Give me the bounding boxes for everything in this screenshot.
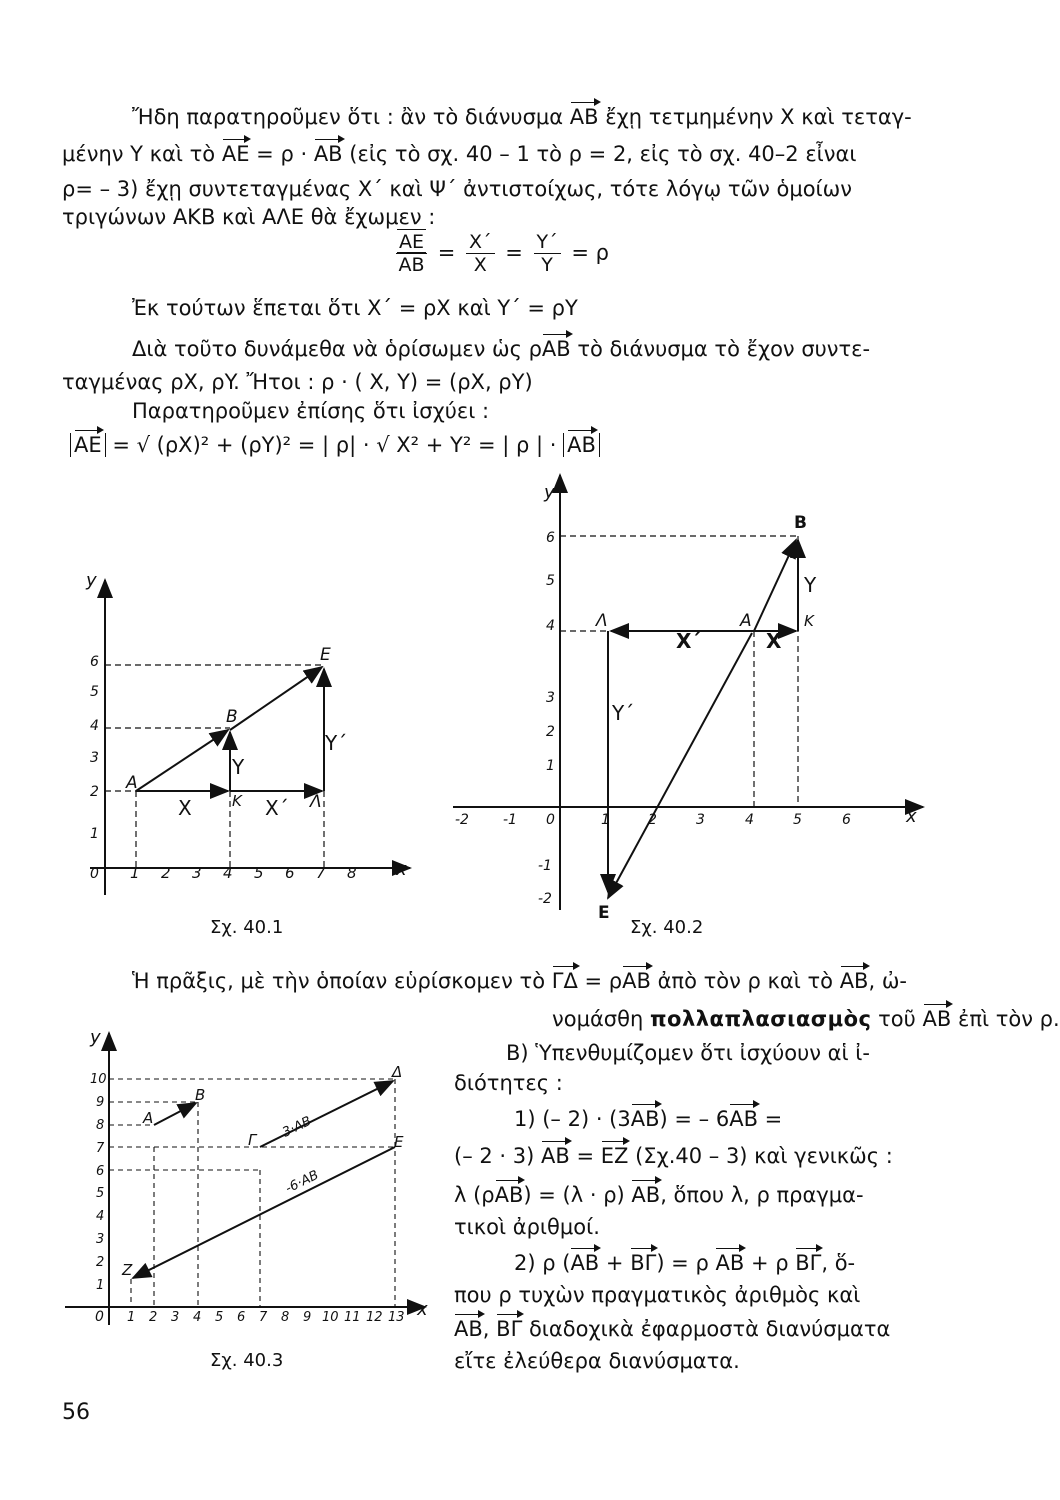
x-tick: 13	[388, 1310, 405, 1325]
vector-ab: AB	[541, 1144, 570, 1168]
x-tick: 9	[303, 1310, 312, 1325]
fig2-caption: Σχ. 40.2	[630, 917, 704, 938]
y-ticks	[538, 530, 555, 907]
vector-ab-arrow	[136, 730, 228, 791]
y-axis-label: y	[90, 1027, 101, 1048]
vector-ae: AE	[74, 433, 102, 457]
norm-ae	[70, 433, 106, 457]
x-tick: 7	[259, 1310, 268, 1325]
point-b-label: B	[794, 513, 807, 533]
vector-ab-arrow	[154, 1103, 196, 1125]
x-tick: -1	[503, 812, 517, 828]
vector-ab: AB	[631, 1183, 661, 1207]
yp-label: Y΄	[325, 731, 348, 755]
vector-gd: ΓΔ	[551, 969, 578, 993]
y-tick: -2	[538, 891, 552, 907]
origin-label: 0	[95, 1309, 104, 1325]
para2-line3: ταγμένας ρX, ρY. Ἤτοι : ρ · ( X, Y) = (ρX, ρY)	[62, 370, 533, 394]
prop2-line2: που ρ τυχὼν πραγματικὸς ἀριθμὸς καὶ	[454, 1283, 861, 1307]
x-tick: 8	[281, 1310, 290, 1325]
para1-line3: ρ= – 3) ἔχῃ συντεταγμένας X΄ καὶ Ψ΄ ἀντιστοίχως, τότε λόγῳ τῶν ὁμοίων	[62, 177, 852, 201]
x-tick: 2	[149, 1310, 158, 1325]
text: λ (ρ	[454, 1183, 495, 1207]
vector-ez: EZ	[600, 1144, 629, 1168]
x-tick: 4	[223, 864, 233, 882]
text: ,	[482, 1317, 490, 1341]
numerator: Y΄	[534, 231, 561, 254]
vector-ab: AB	[569, 105, 599, 129]
bold-term: πολλαπλασιασμὸς	[649, 1007, 872, 1031]
point-g-label: Γ	[248, 1131, 257, 1149]
text: (εἰς τὸ σχ. 40 – 1 τὸ ρ = 2, εἰς τὸ σχ. 40–2 εἶναι	[349, 142, 857, 166]
point-e-label: E	[598, 903, 610, 923]
norm-equation	[70, 432, 600, 458]
norm-ab	[563, 433, 600, 457]
y-tick: -1	[538, 858, 552, 874]
x-tick: 4	[745, 812, 754, 828]
vector-ab: AB	[922, 1007, 952, 1031]
y-tick: 3	[90, 750, 99, 766]
text: τοῦ	[878, 1007, 916, 1031]
x-tick: 3	[192, 864, 202, 882]
y-tick: 2	[96, 1255, 105, 1270]
text: ἐπὶ τὸν ρ.	[957, 1007, 1060, 1031]
y-axis-label: y	[86, 570, 97, 591]
label-6ab: -6·AB	[283, 1167, 322, 1197]
y-tick: 5	[96, 1186, 105, 1201]
y-tick: 6	[96, 1164, 105, 1179]
point-b-label: B	[195, 1086, 206, 1104]
y-tick: 7	[96, 1141, 105, 1156]
y-tick: 1	[546, 758, 555, 774]
y-ticks	[90, 654, 99, 842]
fraction-y	[534, 231, 561, 276]
vector-ab: AB	[729, 1107, 758, 1131]
para3-line2	[552, 1006, 1060, 1032]
x-axis-label: x	[906, 806, 917, 827]
para1-line1	[132, 104, 912, 130]
point-a-label: A	[740, 611, 752, 631]
y-label: Y	[232, 755, 245, 779]
vector-ae-arrow	[608, 633, 752, 898]
x-tick: -2	[455, 812, 469, 828]
text: = ρ	[584, 969, 623, 993]
vector-bg: BΓ	[795, 1251, 822, 1275]
prop1-line4: τικοὶ ἀριθμοί.	[454, 1215, 600, 1239]
figure-40-2	[448, 470, 948, 923]
x-tick: 5	[793, 812, 802, 828]
text: διαδοχικὰ ἐφαρμοστὰ διανύσματα	[528, 1317, 891, 1341]
y-tick: 5	[546, 573, 555, 589]
x-ticks	[127, 1310, 405, 1325]
x-tick: 6	[237, 1310, 246, 1325]
y-label: Y	[804, 573, 817, 597]
prop2-line1	[514, 1250, 855, 1276]
denominator: X	[473, 254, 487, 276]
x-tick: 11	[344, 1310, 361, 1325]
text: , ὅπου λ, ρ πραγμα-	[660, 1183, 864, 1207]
props-b1: B) Ὑπενθυμίζομεν ὅτι ἰσχύουν αἱ ἰ-	[506, 1041, 870, 1065]
vector-ab: AB	[494, 1183, 524, 1207]
x-tick: 5	[254, 864, 264, 882]
vector-ab: AB	[622, 969, 651, 993]
vector-ab: AB	[570, 1251, 600, 1275]
fraction-x	[466, 231, 495, 276]
numerator: X΄	[466, 231, 495, 254]
equals: =	[437, 240, 456, 265]
point-k-label: K	[232, 792, 242, 810]
x-tick: 0	[546, 812, 555, 828]
text: , ὅ-	[821, 1251, 856, 1275]
x-axis-label: x	[396, 859, 407, 880]
point-e-label: E	[394, 1133, 404, 1151]
props-b2: διότητες :	[454, 1071, 563, 1095]
text: =	[764, 1107, 783, 1131]
point-z-label: Z	[122, 1261, 133, 1279]
ratio-equation	[392, 231, 609, 276]
y-tick: 4	[96, 1209, 105, 1224]
point-l-label: Λ	[596, 611, 608, 631]
vector-ab: AB	[454, 1317, 483, 1341]
x-tick: 4	[193, 1310, 202, 1325]
x-tick: 1	[127, 1310, 136, 1325]
text: ) = (λ · ρ)	[523, 1183, 625, 1207]
text: τὸ διάνυσμα τὸ ἔχον συντε-	[577, 337, 871, 361]
text: μένην Υ καὶ τὸ	[62, 142, 216, 166]
text: ) = ρ	[656, 1251, 709, 1275]
text: ἀπὸ τὸν ρ καὶ τὸ	[657, 969, 833, 993]
text: (Σχ.40 – 3) καὶ γενικῶς :	[635, 1144, 893, 1168]
text: ἔχῃ τετμημένην X καὶ τεταγ-	[605, 105, 912, 129]
para2-line2	[132, 336, 870, 362]
x-tick: 2	[161, 864, 171, 882]
y-tick: 3	[546, 690, 555, 706]
x-axis-label: x	[417, 1299, 428, 1320]
vector-ab: AB	[313, 142, 343, 166]
yp-label: Y΄	[612, 701, 635, 725]
prop1-line3	[454, 1182, 864, 1208]
y-tick: 6	[546, 530, 555, 546]
equals: =	[505, 240, 523, 265]
y-axis-label: y	[544, 482, 555, 503]
y-tick: 9	[96, 1095, 105, 1110]
y-tick: 2	[546, 724, 555, 740]
x-ticks	[130, 864, 357, 882]
text: = ρ ·	[256, 142, 308, 166]
vector-ab: AB	[839, 969, 869, 993]
y-tick: 4	[90, 718, 99, 734]
y-tick: 1	[90, 826, 99, 842]
vector-ab-arrow	[754, 540, 796, 631]
x-tick: 5	[215, 1310, 224, 1325]
y-tick: 4	[546, 618, 555, 634]
x-tick: 6	[842, 812, 851, 828]
x-tick: 8	[347, 864, 357, 882]
prop2-line3	[454, 1316, 890, 1342]
text: Ἤδη παρατηροῦμεν ὅτι : ἂν τὸ διάνυσμα	[132, 105, 564, 129]
xp-label: X΄	[265, 796, 289, 820]
x-tick: 3	[696, 812, 705, 828]
equals-rho: = ρ	[571, 240, 609, 265]
page-number: 56	[62, 1400, 90, 1425]
text: νομάσθη	[552, 1007, 644, 1031]
vector-gd-arrow	[260, 1081, 393, 1147]
text: +	[605, 1251, 624, 1275]
vector-ab: AB	[541, 337, 571, 361]
text: =	[576, 1144, 595, 1168]
figure-40-1	[60, 560, 430, 900]
vector-ae: AE	[221, 142, 250, 166]
x-tick: 10	[322, 1310, 339, 1325]
vector-bg: BΓ	[496, 1317, 523, 1341]
x-tick: 2	[648, 812, 657, 828]
point-d-label: Δ	[392, 1063, 403, 1081]
fig3-caption: Σχ. 40.3	[210, 1350, 284, 1371]
numerator: AE	[396, 231, 427, 254]
fig1-caption: Σχ. 40.1	[210, 917, 284, 938]
x-tick: 7	[316, 864, 326, 882]
denominator: Y	[541, 254, 553, 276]
fraction-ae-ab	[396, 231, 427, 276]
y-tick: 1	[96, 1278, 105, 1293]
x-tick: 6	[285, 864, 295, 882]
figure-40-3	[60, 1025, 440, 1355]
text: 2) ρ (	[514, 1251, 571, 1275]
origin-label: 0	[90, 866, 99, 882]
prop1-line2	[454, 1143, 893, 1169]
point-a-label: A	[143, 1109, 154, 1127]
x-tick: 1	[130, 864, 140, 882]
text: ) = – 6	[659, 1107, 730, 1131]
point-b-label: B	[226, 707, 238, 727]
x-label: X	[178, 796, 192, 820]
vector-ab: AB	[567, 433, 596, 457]
text: (– 2 · 3)	[454, 1144, 535, 1168]
vector-bg: BΓ	[630, 1251, 657, 1275]
x-tick: 12	[366, 1310, 383, 1325]
label-3ab: 3·AB	[280, 1113, 314, 1141]
para1-line2	[62, 141, 856, 167]
vector-be-arrow	[230, 667, 322, 730]
para1-line4: τριγώνων ΑΚΒ καὶ ΑΛΕ θὰ ἔχωμεν :	[62, 205, 436, 229]
xp-label: X΄	[676, 629, 701, 653]
prop1-line1	[514, 1106, 782, 1132]
point-e-label: E	[320, 645, 331, 665]
y-tick: 3	[96, 1232, 105, 1247]
vector-ab: AB	[630, 1107, 660, 1131]
text: Διὰ τοῦτο δυνάμεθα νὰ ὁρίσωμεν ὡς ρ	[132, 337, 542, 361]
y-tick: 6	[90, 654, 99, 670]
x-tick: 3	[171, 1310, 180, 1325]
y-tick: 8	[96, 1118, 105, 1133]
point-a-label: A	[126, 773, 138, 793]
para3-line1	[132, 968, 907, 994]
vector-ab: AB	[715, 1251, 745, 1275]
x-tick: 1	[601, 812, 610, 828]
text: , ὠ-	[868, 969, 907, 993]
point-l-label: Λ	[310, 792, 322, 812]
para2-line1: Ἐκ τούτων ἕπεται ὅτι X΄ = ρX καὶ Y΄ = ρY	[132, 296, 578, 320]
x-label: X	[766, 629, 782, 653]
vector-ez-arrow	[133, 1147, 395, 1278]
y-tick: 5	[90, 684, 99, 700]
prop2-line4: εἴτε ἐλεύθερα διανύσματα.	[454, 1349, 740, 1373]
text: 1) (– 2) · (3	[514, 1107, 631, 1131]
para2-line4: Παρατηροῦμεν ἐπίσης ὅτι ἰσχύει :	[132, 399, 490, 423]
y-tick: 2	[90, 784, 99, 800]
norm-middle: = √ (ρX)² + (ρY)² = | ρ| · √ X² + Y² = | ρ | ·	[112, 433, 557, 457]
y-tick: 10	[90, 1072, 107, 1087]
text: + ρ	[750, 1251, 789, 1275]
denominator: AB	[396, 254, 427, 276]
point-k-label: K	[804, 612, 814, 630]
text: Ἡ πρᾶξις, μὲ τὴν ὁποίαν εὑρίσκομεν τὸ	[132, 969, 546, 993]
y-ticks	[90, 1072, 107, 1293]
